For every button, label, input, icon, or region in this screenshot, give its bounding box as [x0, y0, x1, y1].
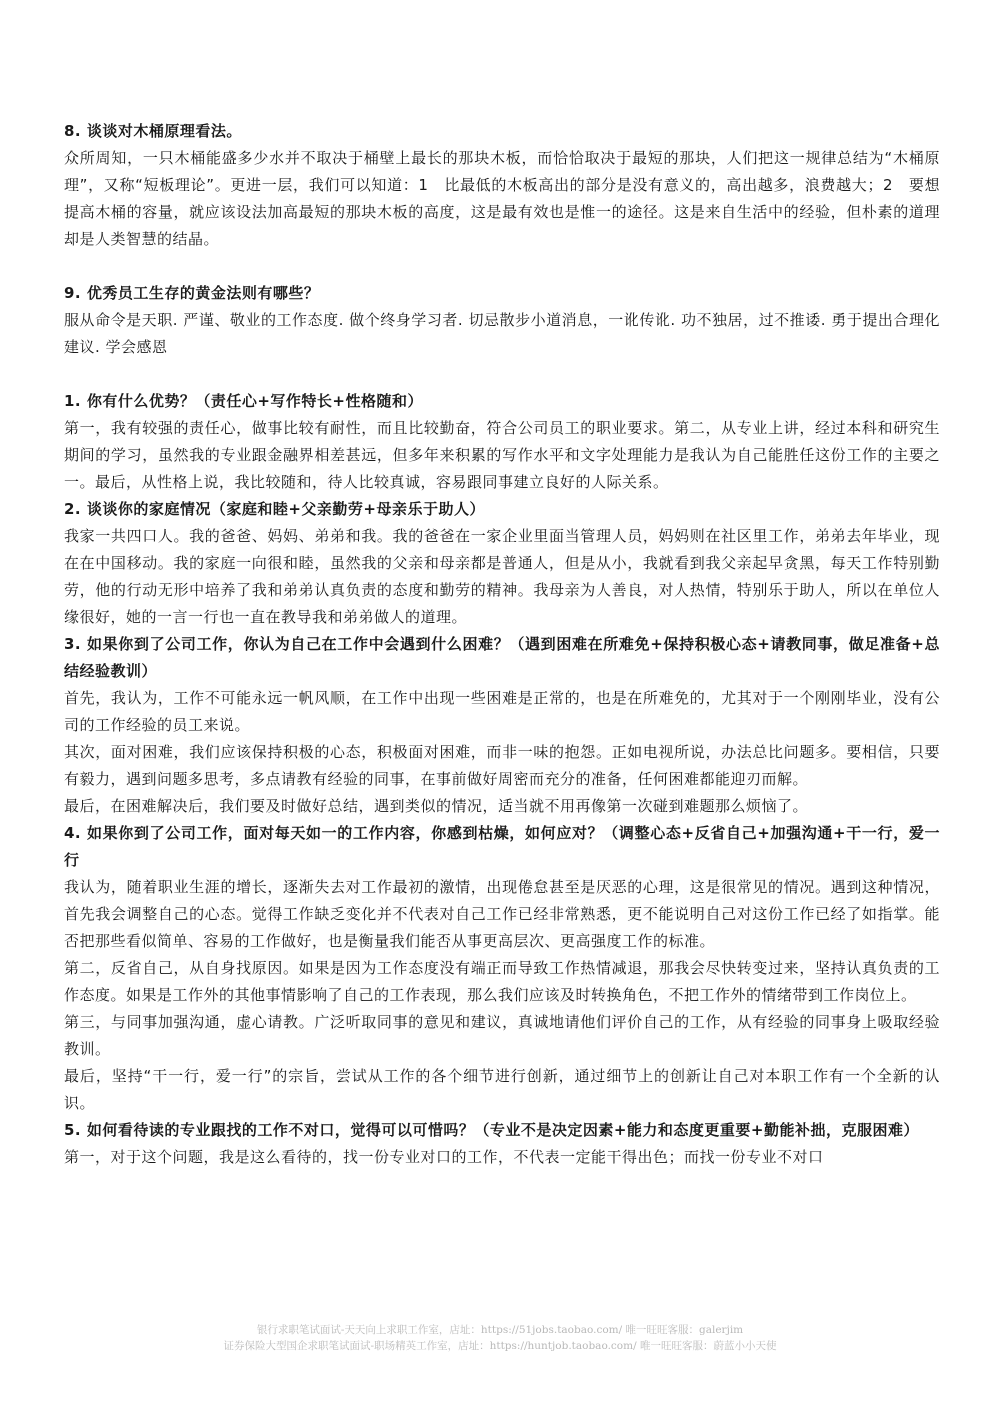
- section-heading: 8. 谈谈对木桶原理看法。: [64, 122, 242, 140]
- page-footer: [0, 1322, 1000, 1354]
- qa-3: [64, 631, 940, 820]
- question-heading: 2. 谈谈你的家庭情况（家庭和睦+父亲勤劳+母亲乐于助人）: [64, 500, 485, 518]
- answer-paragraph: 我认为，随着职业生涯的增长，逐渐失去对工作最初的激情，出现倦怠甚至是厌恶的心理，这是很常见的情况。遇到这种情况，首先我会调整自己的心态。觉得工作缺乏变化并不代表对自己工作已经非常熟悉，更不能说明自己对这份工作已经了如指掌。能否把那些看似简单、容易的工作做好，也是衡量我们能否从事更高层次、更高强度工作的标准。: [64, 878, 940, 950]
- answer-paragraph: 其次，面对困难，我们应该保持积极的心态，积极面对困难，而非一味的抱怨。正如电视所说，办法总比问题多。要相信，只要有毅力，遇到问题多思考，多点请教有经验的同事，在事前做好周密而充分的准备，任何困难都能迎刃而解。: [64, 743, 940, 788]
- section-heading: 9. 优秀员工生存的黄金法则有哪些？: [64, 284, 320, 302]
- answer-paragraph: 第三，与同事加强沟通，虚心请教。广泛听取同事的意见和建议，真诚地请他们评价自己的工作，从有经验的同事身上吸取经验教训。: [64, 1013, 940, 1058]
- question-heading: 1. 你有什么优势？（责任心+写作特长+性格随和）: [64, 392, 423, 410]
- question-heading: 3. 如果你到了公司工作，你认为自己在工作中会遇到什么困难？（遇到困难在所难免+保持积极心态+请教同事，做足准备+总结经验教训）: [64, 635, 940, 680]
- spacer: [64, 253, 940, 280]
- answer-paragraph: 第一，我有较强的责任心，做事比较有耐性，而且比较勤奋，符合公司员工的职业要求。第二，从专业上讲，经过本科和研究生期间的学习，虽然我的专业跟金融界相差甚远，但多年来积累的写作水平和文字处理能力是我认为自己能胜任这份工作的主要之一。最后，从性格上说，我比较随和，待人比较真诚，容易跟同事建立良好的人际关系。: [64, 419, 940, 491]
- question-heading: 5. 如何看待读的专业跟找的工作不对口，觉得可以可惜吗？（专业不是决定因素+能力和态度更重要+勤能补拙，克服困难）: [64, 1121, 919, 1139]
- spacer: [64, 361, 940, 388]
- answer-paragraph: 首先，我认为，工作不可能永远一帆风顺，在工作中出现一些困难是正常的，也是在所难免的，尤其对于一个刚刚毕业，没有公司的工作经验的员工来说。: [64, 689, 940, 734]
- qa-4: [64, 820, 940, 1117]
- footer-line: 证券保险大型国企求职笔试面试-职场精英工作室，店址：https://huntjob.taobao.com/ 唯一旺旺客服：蔚蓝小小天使: [223, 1340, 777, 1352]
- answer-paragraph: 最后，坚持“干一行，爱一行”的宗旨，尝试从工作的各个细节进行创新，通过细节上的创新让自己对本职工作有一个全新的认识。: [64, 1067, 940, 1112]
- qa-5: [64, 1117, 940, 1171]
- answer-paragraph: 第二，反省自己，从自身找原因。如果是因为工作态度没有端正而导致工作热情减退，那我会尽快转变过来，坚持认真负责的工作态度。如果是工作外的其他事情影响了自己的工作表现，那么我们应该及时转换角色，不把工作外的情绪带到工作岗位上。: [64, 959, 940, 1004]
- footer-line: 银行求职笔试面试-天天向上求职工作室，店址：https://51jobs.taobao.com/ 唯一旺旺客服：galerjim: [256, 1324, 744, 1336]
- document-body: [64, 118, 940, 1171]
- section-8: [64, 118, 940, 253]
- qa-2: [64, 496, 940, 631]
- question-heading: 4. 如果你到了公司工作，面对每天如一的工作内容，你感到枯燥，如何应对？（调整心态+反省自己+加强沟通+干一行，爱一行: [64, 824, 940, 869]
- qa-1: [64, 388, 940, 496]
- answer-paragraph: 第一，对于这个问题，我是这么看待的，找一份专业对口的工作，不代表一定能干得出色；而找一份专业不对口: [64, 1148, 824, 1166]
- answer-paragraph: 我家一共四口人。我的爸爸、妈妈、弟弟和我。我的爸爸在一家企业里面当管理人员，妈妈则在社区里工作，弟弟去年毕业，现在在中国移动。我的家庭一向很和睦，虽然我的父亲和母亲都是普通人，但是从小，我就看到我父亲起早贪黑，每天工作特别勤劳，他的行动无形中培养了我和弟弟认真负责的态度和勤劳的精神。我母亲为人善良，对人热情，特别乐于助人，所以在单位人缘很好，她的一言一行也一直在教导我和弟弟做人的道理。: [64, 527, 940, 626]
- paragraph: 服从命令是天职. 严谨、敬业的工作态度. 做个终身学习者. 切忌散步小道消息，一讹传讹. 功不独居，过不推诿. 勇于提出合理化建议. 学会感恩: [64, 311, 940, 356]
- paragraph: 众所周知，一只木桶能盛多少水并不取决于桶壁上最长的那块木板，而恰恰取决于最短的那块，人们把这一规律总结为“木桶原理”，又称“短板理论”。更进一层，我们可以知道：1 比最低的木板高出的部分是没有意义的，高出越多，浪费越大；2 要想提高木桶的容量，就应该设法加高最短的那块木板的高度，这是最有效也是惟一的途径。这是来自生活中的经验，但朴素的道理却是人类智慧的结晶。: [64, 149, 940, 248]
- section-9: [64, 280, 940, 361]
- answer-paragraph: 最后，在困难解决后，我们要及时做好总结，遇到类似的情况，适当就不用再像第一次碰到难题那么烦恼了。: [64, 797, 809, 815]
